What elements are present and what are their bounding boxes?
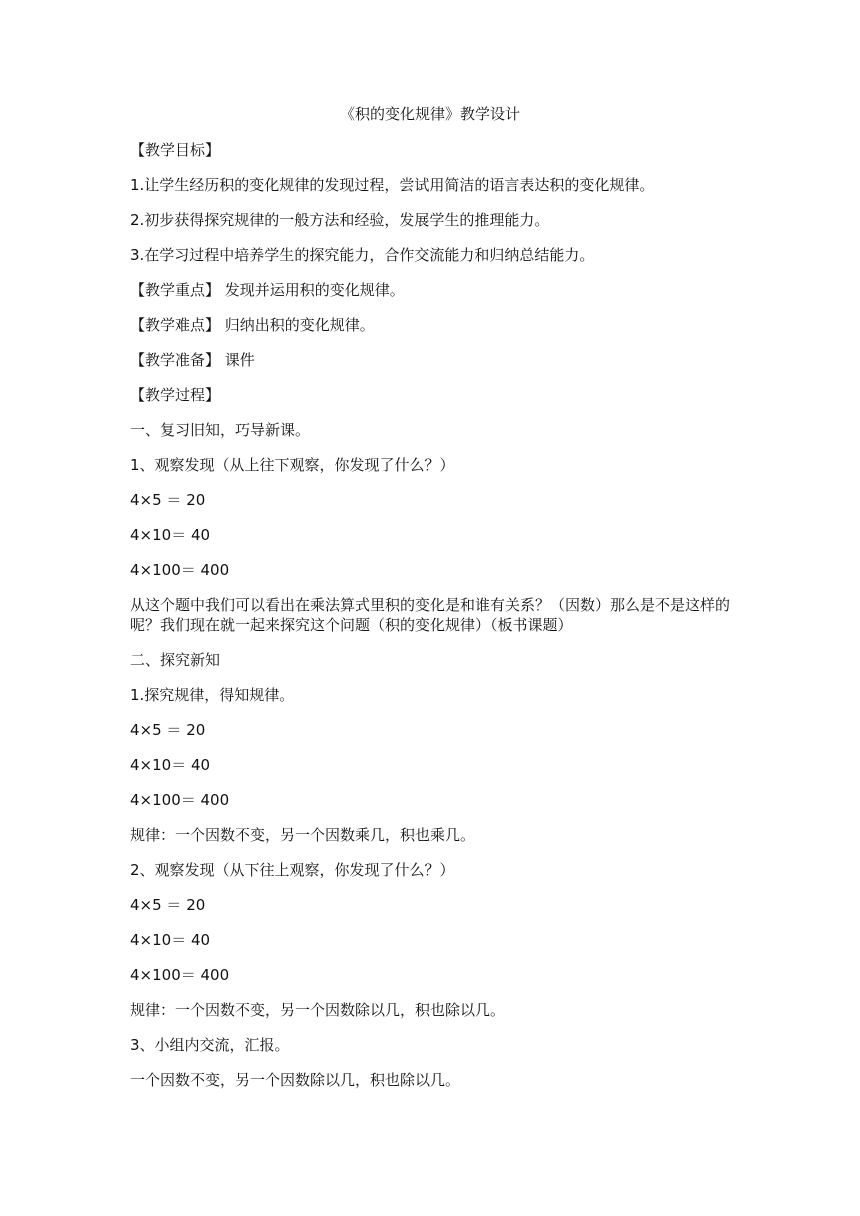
key-point: 【教学重点】 发现并运用积的变化规律。 <box>130 281 405 299</box>
rule-multiply: 规律：一个因数不变，另一个因数乘几，积也乘几。 <box>130 826 476 844</box>
objective-item-1: 1.让学生经历积的变化规律的发现过程，尝试用简洁的语言表达积的变化规律。 <box>130 176 655 194</box>
question-paragraph: 从这个题中我们可以看出在乘法算式里积的变化是和谁有关系？（因数）那么是不是这样的呢？我们现在就一起来探究这个问题（积的变化规律）（板书课题） <box>130 596 731 634</box>
preparation: 【教学准备】 课件 <box>130 351 255 369</box>
step-heading-explore: 二、探究新知 <box>130 651 221 669</box>
step-heading-review: 一、复习旧知，巧导新课。 <box>130 421 311 439</box>
observation-2: 2、观察发现（从下往上观察，你发现了什么？） <box>130 861 455 879</box>
objective-item-2: 2.初步获得探究规律的一般方法和经验，发展学生的推理能力。 <box>130 211 550 229</box>
objective-item-3: 3.在学习过程中培养学生的探究能力，合作交流能力和归纳总结能力。 <box>130 246 595 264</box>
section-heading-objectives: 【教学目标】 <box>130 141 221 159</box>
formula-line: 4×100＝ 400 <box>130 791 230 809</box>
document-title: 《积的变化规律》教学设计 <box>339 105 520 123</box>
difficult-point: 【教学难点】 归纳出积的变化规律。 <box>130 316 375 334</box>
explore-item-1: 1.探究规律，得知规律。 <box>130 686 295 704</box>
formula-line: 4×5 ＝ 20 <box>130 491 206 509</box>
section-heading-process: 【教学过程】 <box>130 386 221 404</box>
group-exchange: 3、小组内交流，汇报。 <box>130 1036 290 1054</box>
formula-line: 4×100＝ 400 <box>130 966 230 984</box>
formula-line: 4×10＝ 40 <box>130 756 211 774</box>
formula-line: 4×5 ＝ 20 <box>130 721 206 739</box>
formula-line: 4×10＝ 40 <box>130 931 211 949</box>
formula-line: 4×10＝ 40 <box>130 526 211 544</box>
formula-line: 4×5 ＝ 20 <box>130 896 206 914</box>
summary-rule: 一个因数不变，另一个因数除以几，积也除以几。 <box>130 1071 461 1089</box>
formula-line: 4×100＝ 400 <box>130 561 230 579</box>
observation-1: 1、观察发现（从上往下观察，你发现了什么？） <box>130 456 455 474</box>
rule-divide: 规律：一个因数不变，另一个因数除以几，积也除以几。 <box>130 1001 506 1019</box>
